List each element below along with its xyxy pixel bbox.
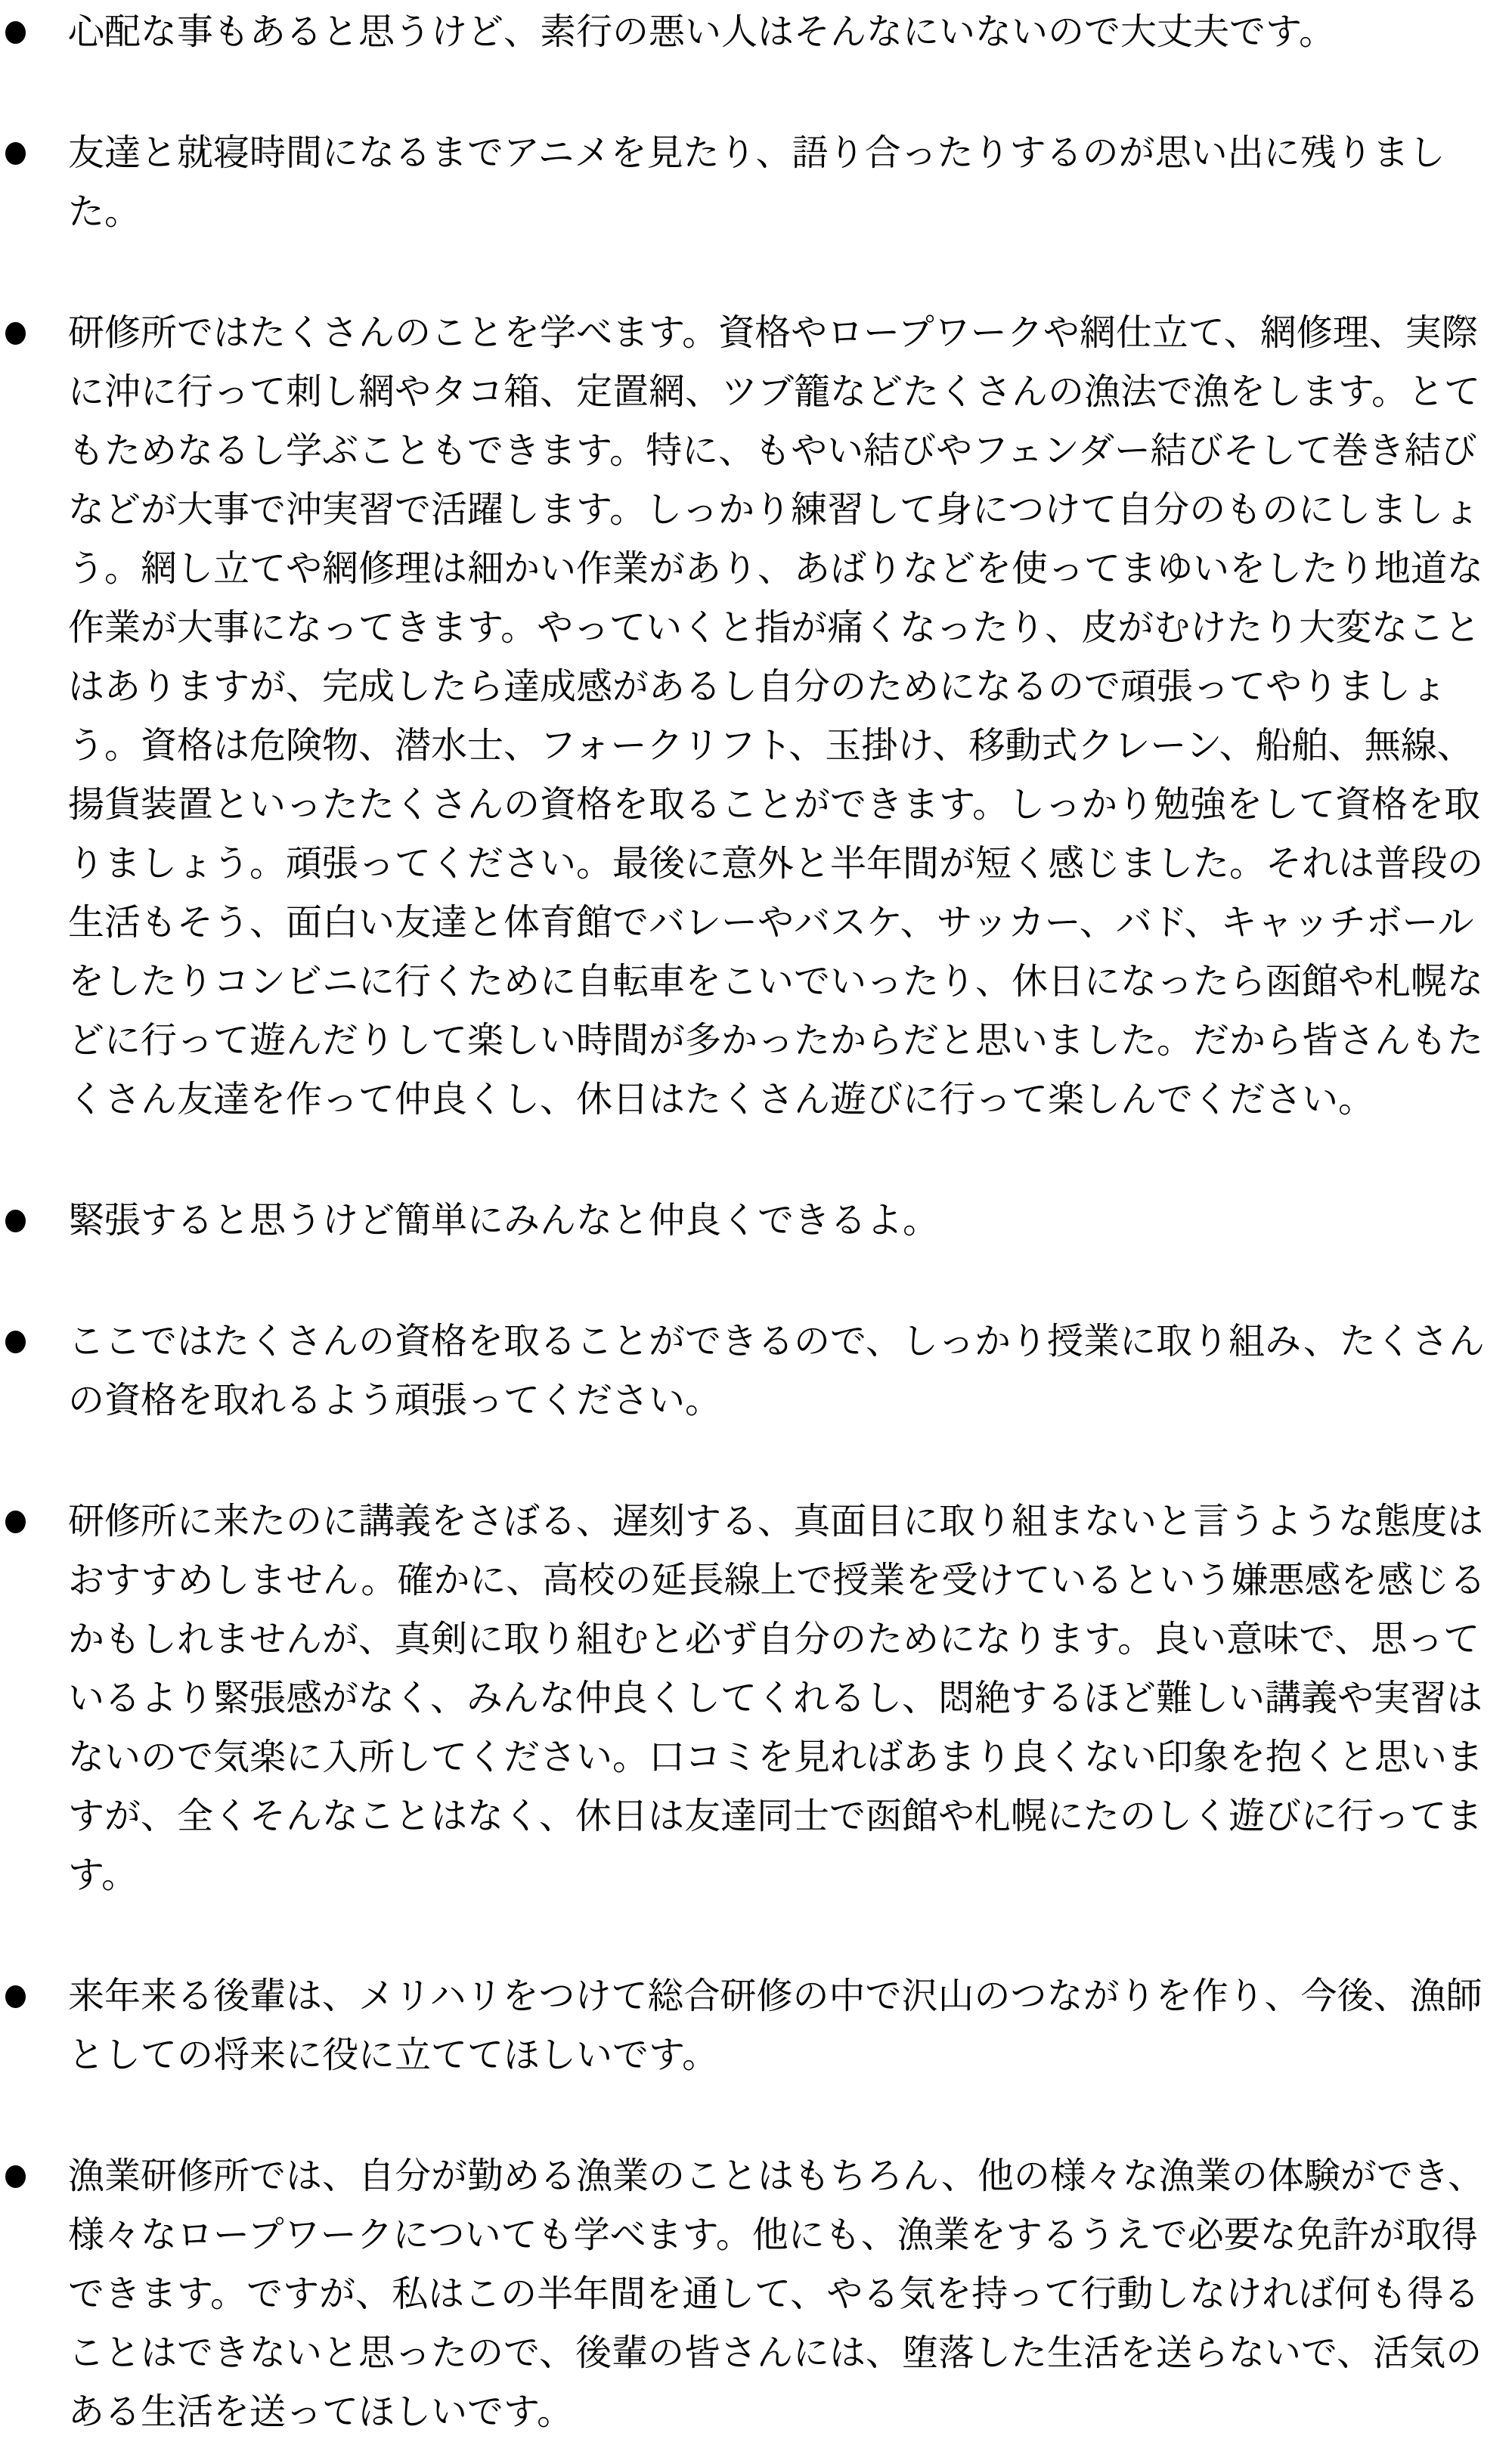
list-item bbox=[5, 2147, 1495, 2442]
list-item bbox=[5, 1492, 1495, 1905]
bullet-item-text: 心配な事もあると思うけど、素行の悪い人はそんなにいないので大丈夫です。 bbox=[68, 12, 1336, 52]
bullet-marker-icon bbox=[5, 1985, 26, 2008]
list-item bbox=[5, 1967, 1495, 2085]
list-item bbox=[5, 3, 1495, 62]
bullet-marker-icon bbox=[5, 142, 26, 165]
bullet-item-text: 漁業研修所では、自分が勤める漁業のことはもちろん、他の様々な漁業の体験ができ、様々なロープワークについても学べます。他にも、漁業をするうえで必要な免許が取得できます。ですが、私はこの半年間を通して、やる気を持って行動しなければ何も得ることはできないと思ったので、後輩の皆さんには、堕落した生活を送らないで、活気のある生活を送ってほしいです。 bbox=[68, 2156, 1484, 2432]
bullet-item-text: 友達と就寝時間になるまでアニメを見たり、語り合ったりするのが思い出に残りました。 bbox=[68, 133, 1445, 232]
list-item bbox=[5, 1192, 1495, 1250]
bullet-marker-icon bbox=[5, 2165, 26, 2188]
list-item bbox=[5, 304, 1495, 1130]
bullet-marker-icon bbox=[5, 1331, 26, 1353]
bullet-marker-icon bbox=[5, 21, 26, 44]
list-item bbox=[5, 124, 1495, 242]
list-item bbox=[5, 1312, 1495, 1430]
bullet-item-text: 来年来る後輩は、メリハリをつけて総合研修の中で沢山のつながりを作り、今後、漁師としての将来に役に立ててほしいです。 bbox=[68, 1976, 1483, 2075]
bullet-item-text: 研修所ではたくさんのことを学べます。資格やロープワークや網仕立て、網修理、実際に沖に行って刺し網やタコ箱、定置網、ツブ籠などたくさんの漁法で漁をします。とてもためなるし学ぶこともできます。特に、もやい結びやフェンダー結びそして巻き結びなどが大事で沖実習で活躍します。しっかり練習して身につけて自分のものにしましょう。網し立てや網修理は細かい作業があり、あばりなどを使ってまゆいをしたり地道な作業が大事になってきます。やっていくと指が痛くなったり、皮がむけたり大変なことはありますが、完成したら達成感があるし自分のためになるので頑張ってやりましょう。資格は危険物、潜水士、フォークリフト、玉掛け、移動式クレーン、船舶、無線、揚貨装置といったたくさんの資格を取ることができます。しっかり勉強をして資格を取りましょう。頑張ってください。最後に意外と半年間が短く感じました。それは普段の生活もそう、面白い友達と体育館でバレーやバスケ、サッカー、バド、キャッチボールをしたりコンビニに行くために自転車をこいでいったり、休日になったら函館や札幌などに行って遊んだりして楽しい時間が多かったからだと思いました。だから皆さんもたくさん友達を作って仲良くし、休日はたくさん遊びに行って楽しんでください。 bbox=[68, 313, 1484, 1120]
bullet-marker-icon bbox=[5, 1210, 26, 1232]
bullet-marker-icon bbox=[5, 1511, 26, 1533]
bullet-item-text: ここではたくさんの資格を取ることができるので、しっかり授業に取り組み、たくさんの資格を取れるよう頑張ってください。 bbox=[68, 1322, 1485, 1421]
bullet-marker-icon bbox=[5, 322, 26, 345]
bullet-item-text: 研修所に来たのに講義をさぼる、遅刻する、真面目に取り組まないと言うような態度はおすすめしません。確かに、高校の延長線上で授業を受けているという嫌悪感を感じるかもしれませんが、真剣に取り組むと必ず自分のためになります。良い意味で、思っているより緊張感がなく、みんな仲良くしてくれるし、悶絶するほど難しい講義や実習はないので気楽に入所してください。口コミを見ればあまり良くない印象を抱くと思いますが、全くそんなことはなく、休日は友達同士で函館や札幌にたのしく遊びに行ってます。 bbox=[68, 1501, 1486, 1895]
bullet-list bbox=[5, 3, 1495, 2442]
bullet-item-text: 緊張すると思うけど簡単にみんなと仲良くできるよ。 bbox=[68, 1201, 940, 1241]
